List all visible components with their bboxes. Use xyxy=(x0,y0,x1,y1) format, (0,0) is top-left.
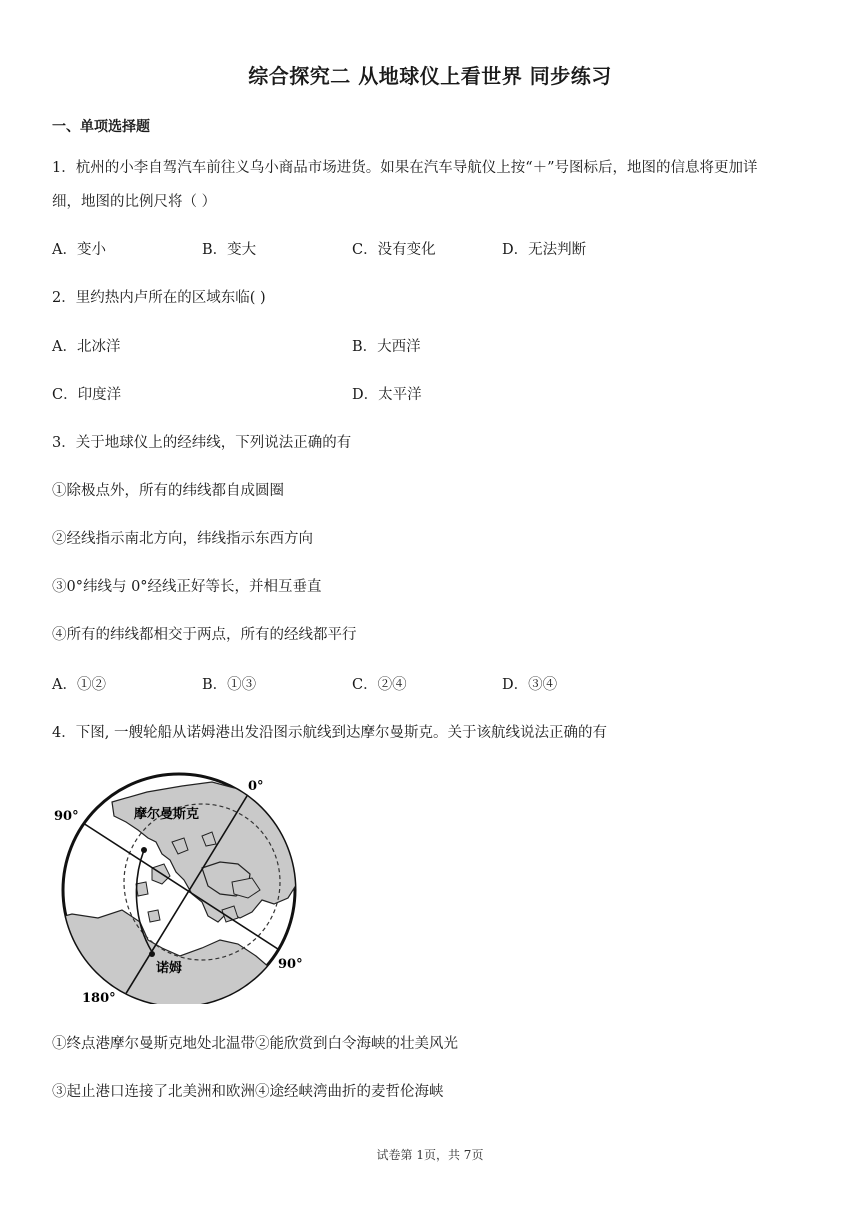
q2-stem: 2．里约热内卢所在的区域东临( ) xyxy=(52,290,266,306)
q4-stem: 4．下图, 一艘轮船从诺姆港出发沿图示航线到达摩尔曼斯克。关于该航线说法正确的有 xyxy=(52,725,607,741)
q3-statement-1: ①除极点外，所有的纬线都自成圆圈 xyxy=(52,483,284,499)
q3-statement-3: ③0°纬线与 0°经线正好等长，并相互垂直 xyxy=(52,579,322,595)
q4-statements-line2: ③起止港口连接了北美洲和欧洲④途经峡湾曲折的麦哲伦海峡 xyxy=(52,1084,444,1100)
page-footer: 试卷第 1页，共 7页 xyxy=(376,1148,484,1162)
q1-stem-line2: 细，地图的比例尺将（ ） xyxy=(52,194,217,210)
label-murmansk: 摩尔曼斯克 xyxy=(134,807,200,822)
q3-option-b[interactable]: B．①③ xyxy=(202,677,257,693)
label-180-degree: 180° xyxy=(82,991,116,1004)
q1-option-a[interactable]: A．变小 xyxy=(52,242,106,258)
nome-marker xyxy=(149,951,155,957)
q3-statement-2: ②经线指示南北方向，纬线指示东西方向 xyxy=(52,531,313,547)
q3-stem: 3．关于地球仪上的经纬线，下列说法正确的有 xyxy=(52,435,352,451)
polar-map-figure xyxy=(52,772,312,1004)
q1-option-b[interactable]: B．变大 xyxy=(202,242,257,258)
label-nome: 诺姆 xyxy=(156,961,183,976)
q4-statements-line1: ①终点港摩尔曼斯克地处北温带②能欣赏到白令海峡的壮美风光 xyxy=(52,1036,458,1052)
q2-option-a[interactable]: A．北冰洋 xyxy=(52,339,121,355)
q2-option-c[interactable]: C．印度洋 xyxy=(52,387,122,403)
label-90-left: 90° xyxy=(54,809,79,824)
section-heading: 一、单项选择题 xyxy=(52,119,150,135)
label-90-right: 90° xyxy=(278,957,303,972)
murmansk-marker xyxy=(141,847,147,853)
q3-statement-4: ④所有的纬线都相交于两点，所有的经线都平行 xyxy=(52,627,357,643)
q1-option-d[interactable]: D．无法判断 xyxy=(502,242,587,258)
q3-option-c[interactable]: C．②④ xyxy=(352,677,407,693)
q3-option-a[interactable]: A．①② xyxy=(52,677,106,693)
q1-option-c[interactable]: C．没有变化 xyxy=(352,242,436,258)
page-title: 综合探究二 从地球仪上看世界 同步练习 xyxy=(248,64,612,88)
q2-option-d[interactable]: D．太平洋 xyxy=(352,387,422,403)
q2-option-b[interactable]: B．大西洋 xyxy=(352,339,421,355)
q1-stem-line1: 1．杭州的小李自驾汽车前往义乌小商品市场进货。如果在汽车导航仪上按“＋”号图标后，地图的信息将更加详 xyxy=(52,160,758,176)
label-0-degree: 0° xyxy=(248,779,264,794)
q3-option-d[interactable]: D．③④ xyxy=(502,677,558,693)
